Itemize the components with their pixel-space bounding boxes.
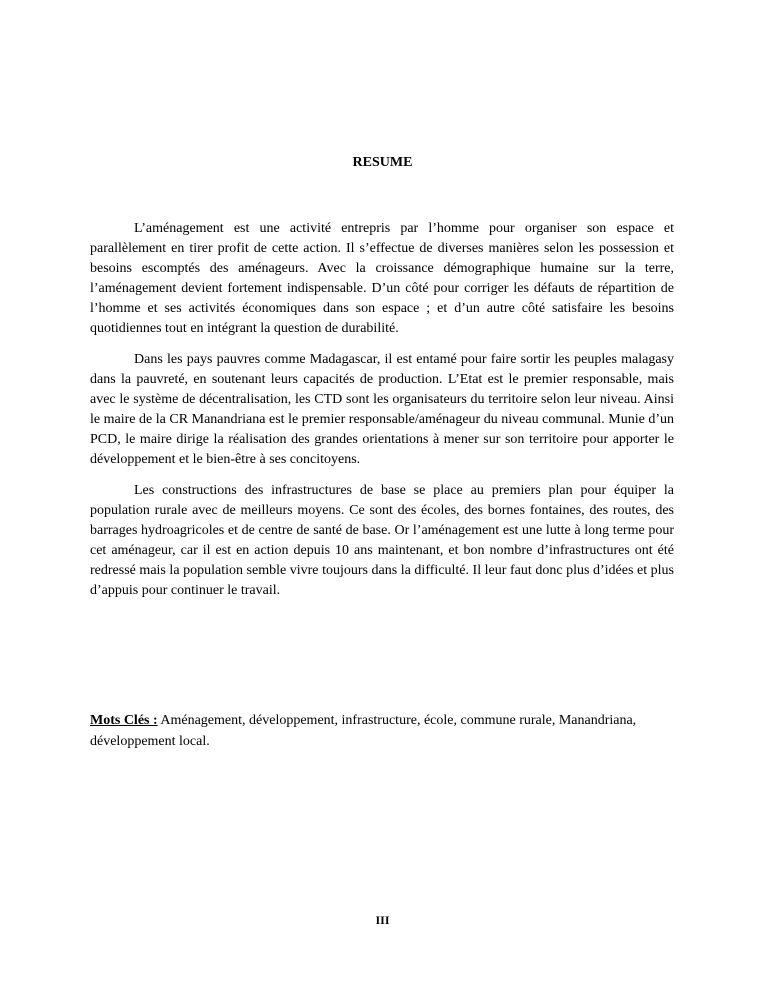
keywords-label: Mots Clés : (90, 713, 158, 728)
paragraph-3: Les constructions des infrastructures de base se place au premiers plan pour équiper la population rurale avec de meilleurs moyens. Ce sont des écoles, des bornes fontaines, des routes, des barrages hydroagricoles et de centre de santé de base. Or l’aménagement est une lutte à long terme pour cet aménageur, car il est en action depuis 10 ans maintenant, et bon nombre d’infrastructures ont été redressé mais la population semble vivre toujours dans la difficulté. Il leur faut donc plus d’idées et plus d’appuis pour continuer le travail. (90, 483, 674, 598)
paragraph-1: L’aménagement est une activité entrepris par l’homme pour organiser son espace et parallèlement en tirer profit de cette action. Il s’effectue de diverses manières selon les possession et besoins escomptés des aménageurs. Avec la croissance démographique humaine sur la terre, l’aménagement devient fortement indispensable. D’un côté pour corriger les défauts de répartition de l’homme et ses activités économiques dans son espace ; et d’un autre côté satisfaire les besoins quotidiennes tout en intégrant la question de durabilité. (90, 221, 674, 336)
abstract-body (90, 219, 674, 612)
page-number: III (375, 913, 390, 927)
paragraph-2: Dans les pays pauvres comme Madagascar, il est entamé pour faire sortir les peuples malagasy dans la pauvreté, en soutenant leurs capacités de production. L’Etat est le premier responsable, mais avec le système de décentralisation, les CTD sont les organisateurs du territoire selon leur niveau. Ainsi le maire de la CR Manandriana est le premier responsable/aménageur du niveau communal. Munie d’un PCD, le maire dirige la réalisation des grandes orientations à mener sur son territoire pour apporter le développement et le bien-être à ses concitoyens. (90, 352, 674, 467)
keywords-text: Aménagement, développement, infrastructure, école, commune rurale, Manandriana, développement local. (90, 713, 637, 749)
page-title: RESUME (352, 155, 413, 170)
keywords-block (90, 710, 650, 752)
